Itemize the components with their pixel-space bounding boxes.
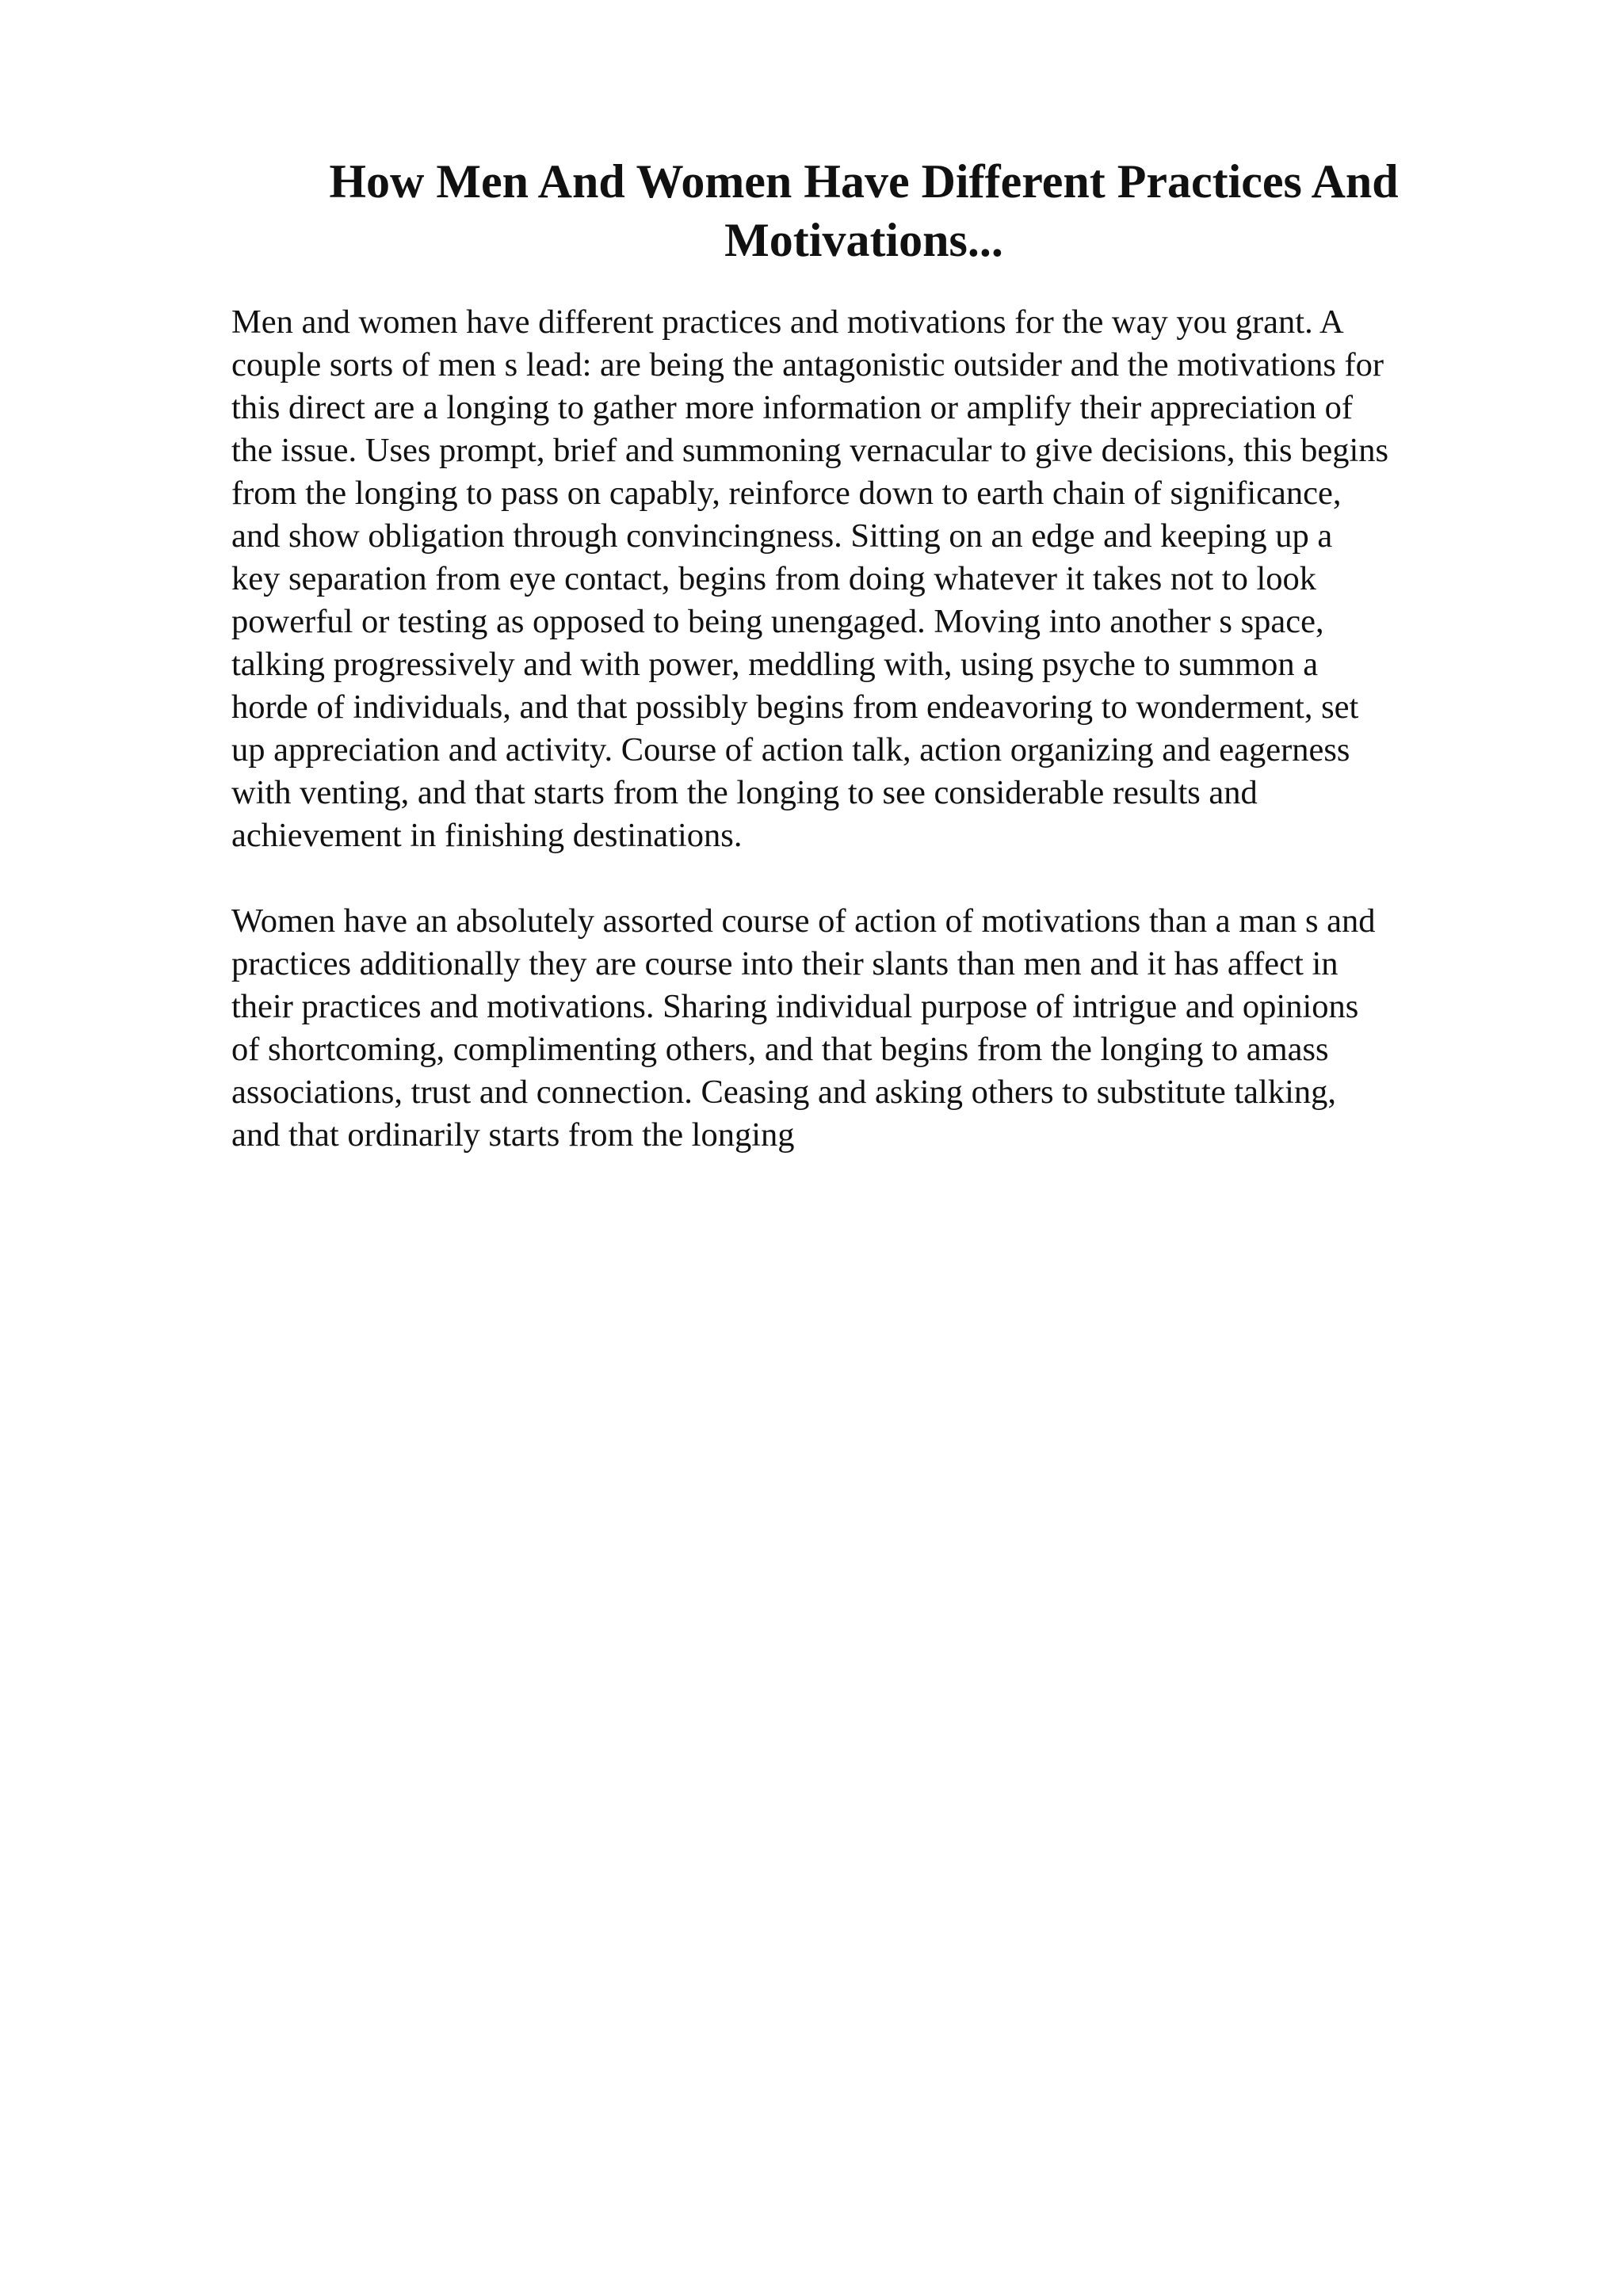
text-line: Men and women have different practices and motivations for the way you grant. A — [231, 303, 1344, 341]
text-line: achievement in finishing destinations. — [231, 817, 743, 854]
text-line: and that ordinarily starts from the longing — [231, 1116, 795, 1154]
title-line: Motivations... — [724, 214, 1003, 266]
text-line: talking progressively and with power, meddling with, using psyche to summon a — [231, 646, 1319, 683]
text-line: their practices and motivations. Sharing individual purpose of intrigue and opinions — [231, 988, 1359, 1025]
text-line: up appreciation and activity. Course of action talk, action organizing and eagerness — [231, 731, 1350, 769]
paragraph-women — [231, 900, 1531, 1157]
document-title — [230, 152, 1498, 269]
text-line: key separation from eye contact, begins from doing whatever it takes not to look — [231, 560, 1317, 597]
text-line: practices additionally they are course into their slants than men and it has affect in — [231, 945, 1338, 982]
text-line: associations, trust and connection. Ceasing and asking others to substitute talking, — [231, 1074, 1337, 1111]
paragraph-men — [231, 301, 1531, 857]
title-line: How Men And Women Have Different Practices And — [329, 155, 1399, 208]
text-line: powerful or testing as opposed to being unengaged. Moving into another s space, — [231, 603, 1324, 640]
text-line: this direct are a longing to gather more information or amplify their appreciation of — [231, 389, 1354, 426]
text-line: of shortcoming, complimenting others, and that begins from the longing to amass — [231, 1031, 1329, 1068]
text-line: Women have an absolutely assorted course of action of motivations than a man s and — [231, 902, 1376, 940]
text-line: and show obligation through convincingness. Sitting on an edge and keeping up a — [231, 517, 1333, 555]
text-line: the issue. Uses prompt, brief and summoning vernacular to give decisions, this begins — [231, 432, 1389, 469]
text-line: horde of individuals, and that possibly begins from endeavoring to wonderment, set — [231, 688, 1359, 726]
text-line: couple sorts of men s lead: are being the antagonistic outsider and the motivations for — [231, 346, 1384, 383]
document-body — [231, 301, 1531, 1199]
text-line: with venting, and that starts from the longing to see considerable results and — [231, 774, 1258, 811]
text-line: from the longing to pass on capably, reinforce down to earth chain of significance, — [231, 475, 1342, 512]
